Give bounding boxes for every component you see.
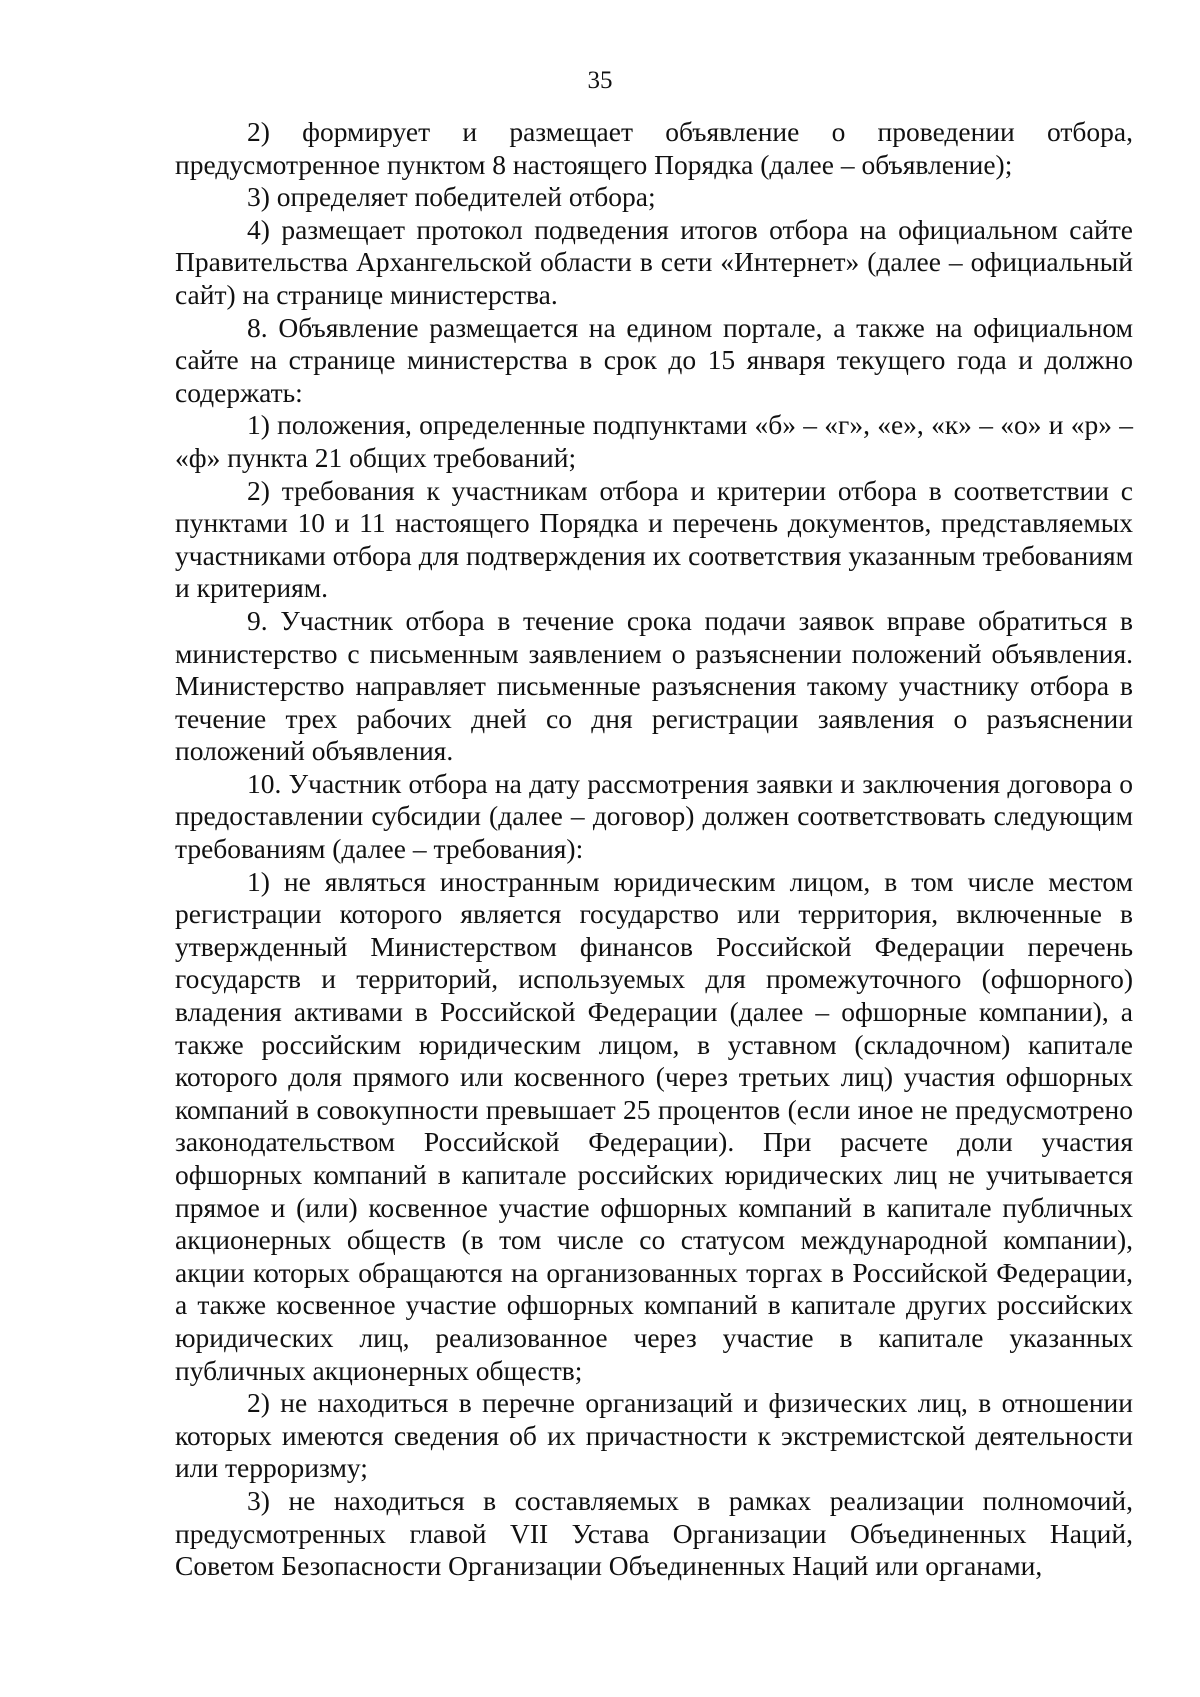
paragraph-10-participant-requirements: 10. Участник отбора на дату рассмотрения заявки и заключения договора о предоставлении субсидии (далее – договор) должен соответствовать следующим требованиям (далее – требования): — [175, 767, 1133, 865]
paragraph-2-form-announcement: 2) формирует и размещает объявление о проведении отбора, предусмотренное пунктом 8 настоящего Порядка (далее – объявление); — [175, 116, 1133, 180]
page-number: 35 — [587, 67, 613, 94]
paragraph-4-publish-protocol: 4) размещает протокол подведения итогов отбора на официальном сайте Правительства Архангельской области в сети «Интернет» (далее – официальный сайт) на странице министерства. — [175, 213, 1133, 310]
paragraph-10-3-un-lists: 3) не находиться в составляемых в рамках реализации полномочий, предусмотренных главой VII Устава Организации Объединенных Наций, Советом Безопасности Организации Объединенных Наций или органами, — [175, 1484, 1133, 1582]
paragraph-8-1-provisions: 1) положения, определенные подпунктами «б» – «г», «е», «к» – «о» и «р» – «ф» пункта 21 общих требований; — [175, 409, 1133, 473]
paragraph-8-announcement: 8. Объявление размещается на едином портале, а также на официальном сайте на странице министерства в срок до 15 января текущего года и должно содержать: — [175, 311, 1133, 408]
paragraph-8-2-requirements: 2) требования к участникам отбора и критерии отбора в соответствии с пунктами 10 и 11 настоящего Порядка и перечень документов, представляемых участниками отбора для подтверждения их соответствия указанным требованиям и критериям. — [175, 474, 1133, 604]
paragraph-9-clarification: 9. Участник отбора в течение срока подачи заявок вправе обратиться в министерство с письменным заявлением о разъяснении положений объявления. Министерство направляет письменные разъяснения такому участнику отбора в течение трех рабочих дней со дня регистрации заявления о разъяснении положений объявления. — [175, 604, 1133, 767]
paragraph-10-2-extremism: 2) не находиться в перечне организаций и физических лиц, в отношении которых имеются сведения об их причастности к экстремистской деятельности или терроризму; — [175, 1387, 1133, 1484]
document-body — [175, 116, 1133, 1583]
paragraph-10-1-offshore: 1) не являться иностранным юридическим лицом, в том числе местом регистрации которого является государство или территория, включенные в утвержденный Министерством финансов Российской Федерации перечень государств и территорий, используемых для промежуточного (офшорного) владения активами в Российской Федерации (далее – офшорные компании), а также российским юридическим лицом, в уставном (складочном) капитале которого доля прямого или косвенного (через третьих лиц) участия офшорных компаний в совокупности превышает 25 процентов (если иное не предусмотрено законодательством Российской Федерации). При расчете доли участия офшорных компаний в капитале российских юридических лиц не учитывается прямое и (или) косвенное участие офшорных компаний в капитале публичных акционерных обществ (в том числе со статусом международной компании), акции которых обращаются на организованных торгах в Российской Федерации, а также косвенное участие офшорных компаний в капитале других российских юридических лиц, реализованное через участие в капитале указанных публичных акционерных обществ; — [175, 865, 1133, 1386]
paragraph-3-determine-winners: 3) определяет победителей отбора; — [247, 181, 656, 213]
